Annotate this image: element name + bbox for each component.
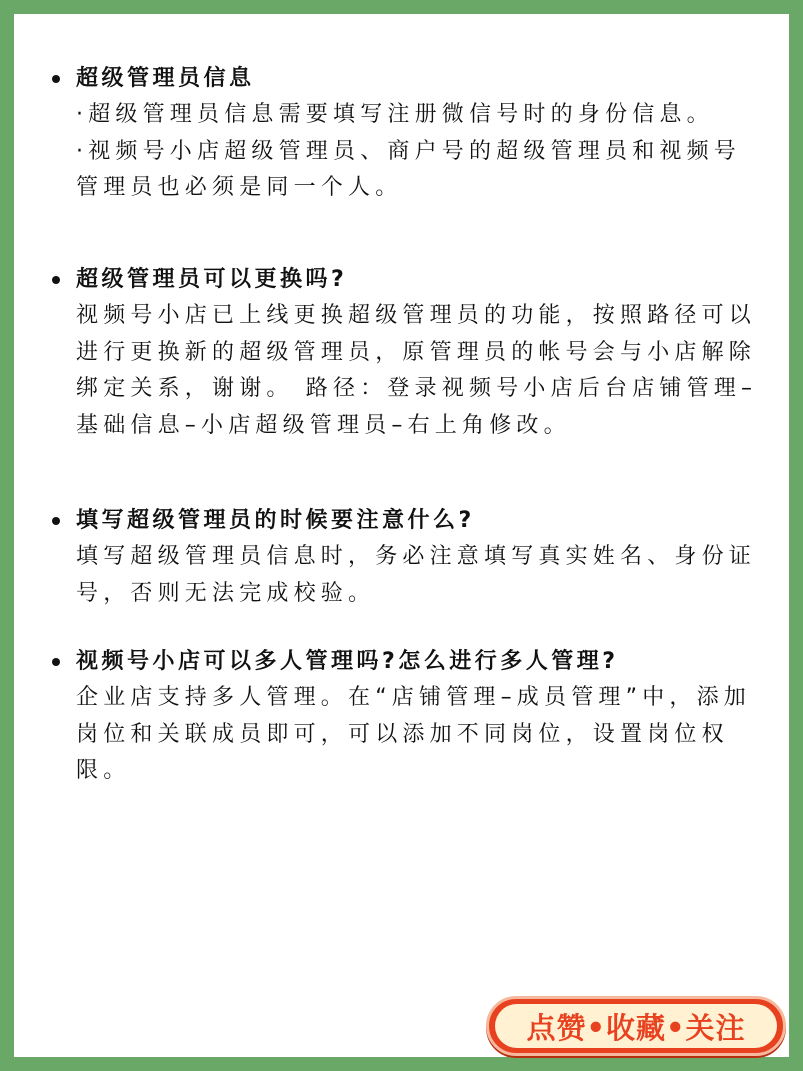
question-heading bbox=[46, 503, 761, 539]
question-heading bbox=[46, 61, 761, 97]
badge-text: 点赞•收藏•关注 bbox=[526, 1010, 746, 1045]
answer-paragraph: 企业店支持多人管理。在“店铺管理–成员管理”中，添加岗位和关联成员即可，可以添加不同岗位，设置岗位权限。 bbox=[76, 685, 751, 783]
question-text: 视频号小店可以多人管理吗?怎么进行多人管理? bbox=[76, 649, 619, 674]
bullet-icon bbox=[52, 276, 60, 284]
answer-text bbox=[46, 680, 761, 790]
answer-text bbox=[46, 97, 761, 207]
answer-paragraph: ·超级管理员信息需要填写注册微信号时的身份信息。 bbox=[76, 102, 714, 127]
answer-paragraph: ·视频号小店超级管理员、商户号的超级管理员和视频号管理员也必须是同一个人。 bbox=[76, 138, 741, 200]
faq-section-fill-notes bbox=[46, 503, 761, 612]
content-card bbox=[14, 14, 789, 1057]
badge-inner bbox=[495, 1004, 777, 1048]
bullet-icon bbox=[52, 75, 60, 83]
faq-section-super-admin-info bbox=[46, 61, 761, 207]
question-heading bbox=[46, 262, 761, 298]
faq-section-multi-manage bbox=[46, 644, 761, 790]
answer-paragraph: 填写超级管理员信息时，务必注意填写真实姓名、身份证号，否则无法完成校验。 bbox=[76, 544, 757, 606]
question-heading bbox=[46, 644, 761, 680]
like-collect-follow-badge bbox=[486, 996, 786, 1056]
answer-paragraph: 视频号小店已上线更换超级管理员的功能，按照路径可以进行更换新的超级管理员，原管理员的帐号会与小店解除绑定关系，谢谢。 路径：登录视频号小店后台店铺管理–基础信息–小店超级管理员–右上角修改。 bbox=[76, 303, 758, 438]
answer-text bbox=[46, 298, 761, 444]
question-text: 超级管理员信息 bbox=[76, 66, 255, 91]
answer-text bbox=[46, 539, 761, 612]
bullet-icon bbox=[52, 517, 60, 525]
faq-section-change-admin bbox=[46, 262, 761, 444]
question-text: 填写超级管理员的时候要注意什么? bbox=[76, 508, 475, 533]
bullet-icon bbox=[52, 658, 60, 666]
question-text: 超级管理员可以更换吗? bbox=[76, 267, 348, 292]
